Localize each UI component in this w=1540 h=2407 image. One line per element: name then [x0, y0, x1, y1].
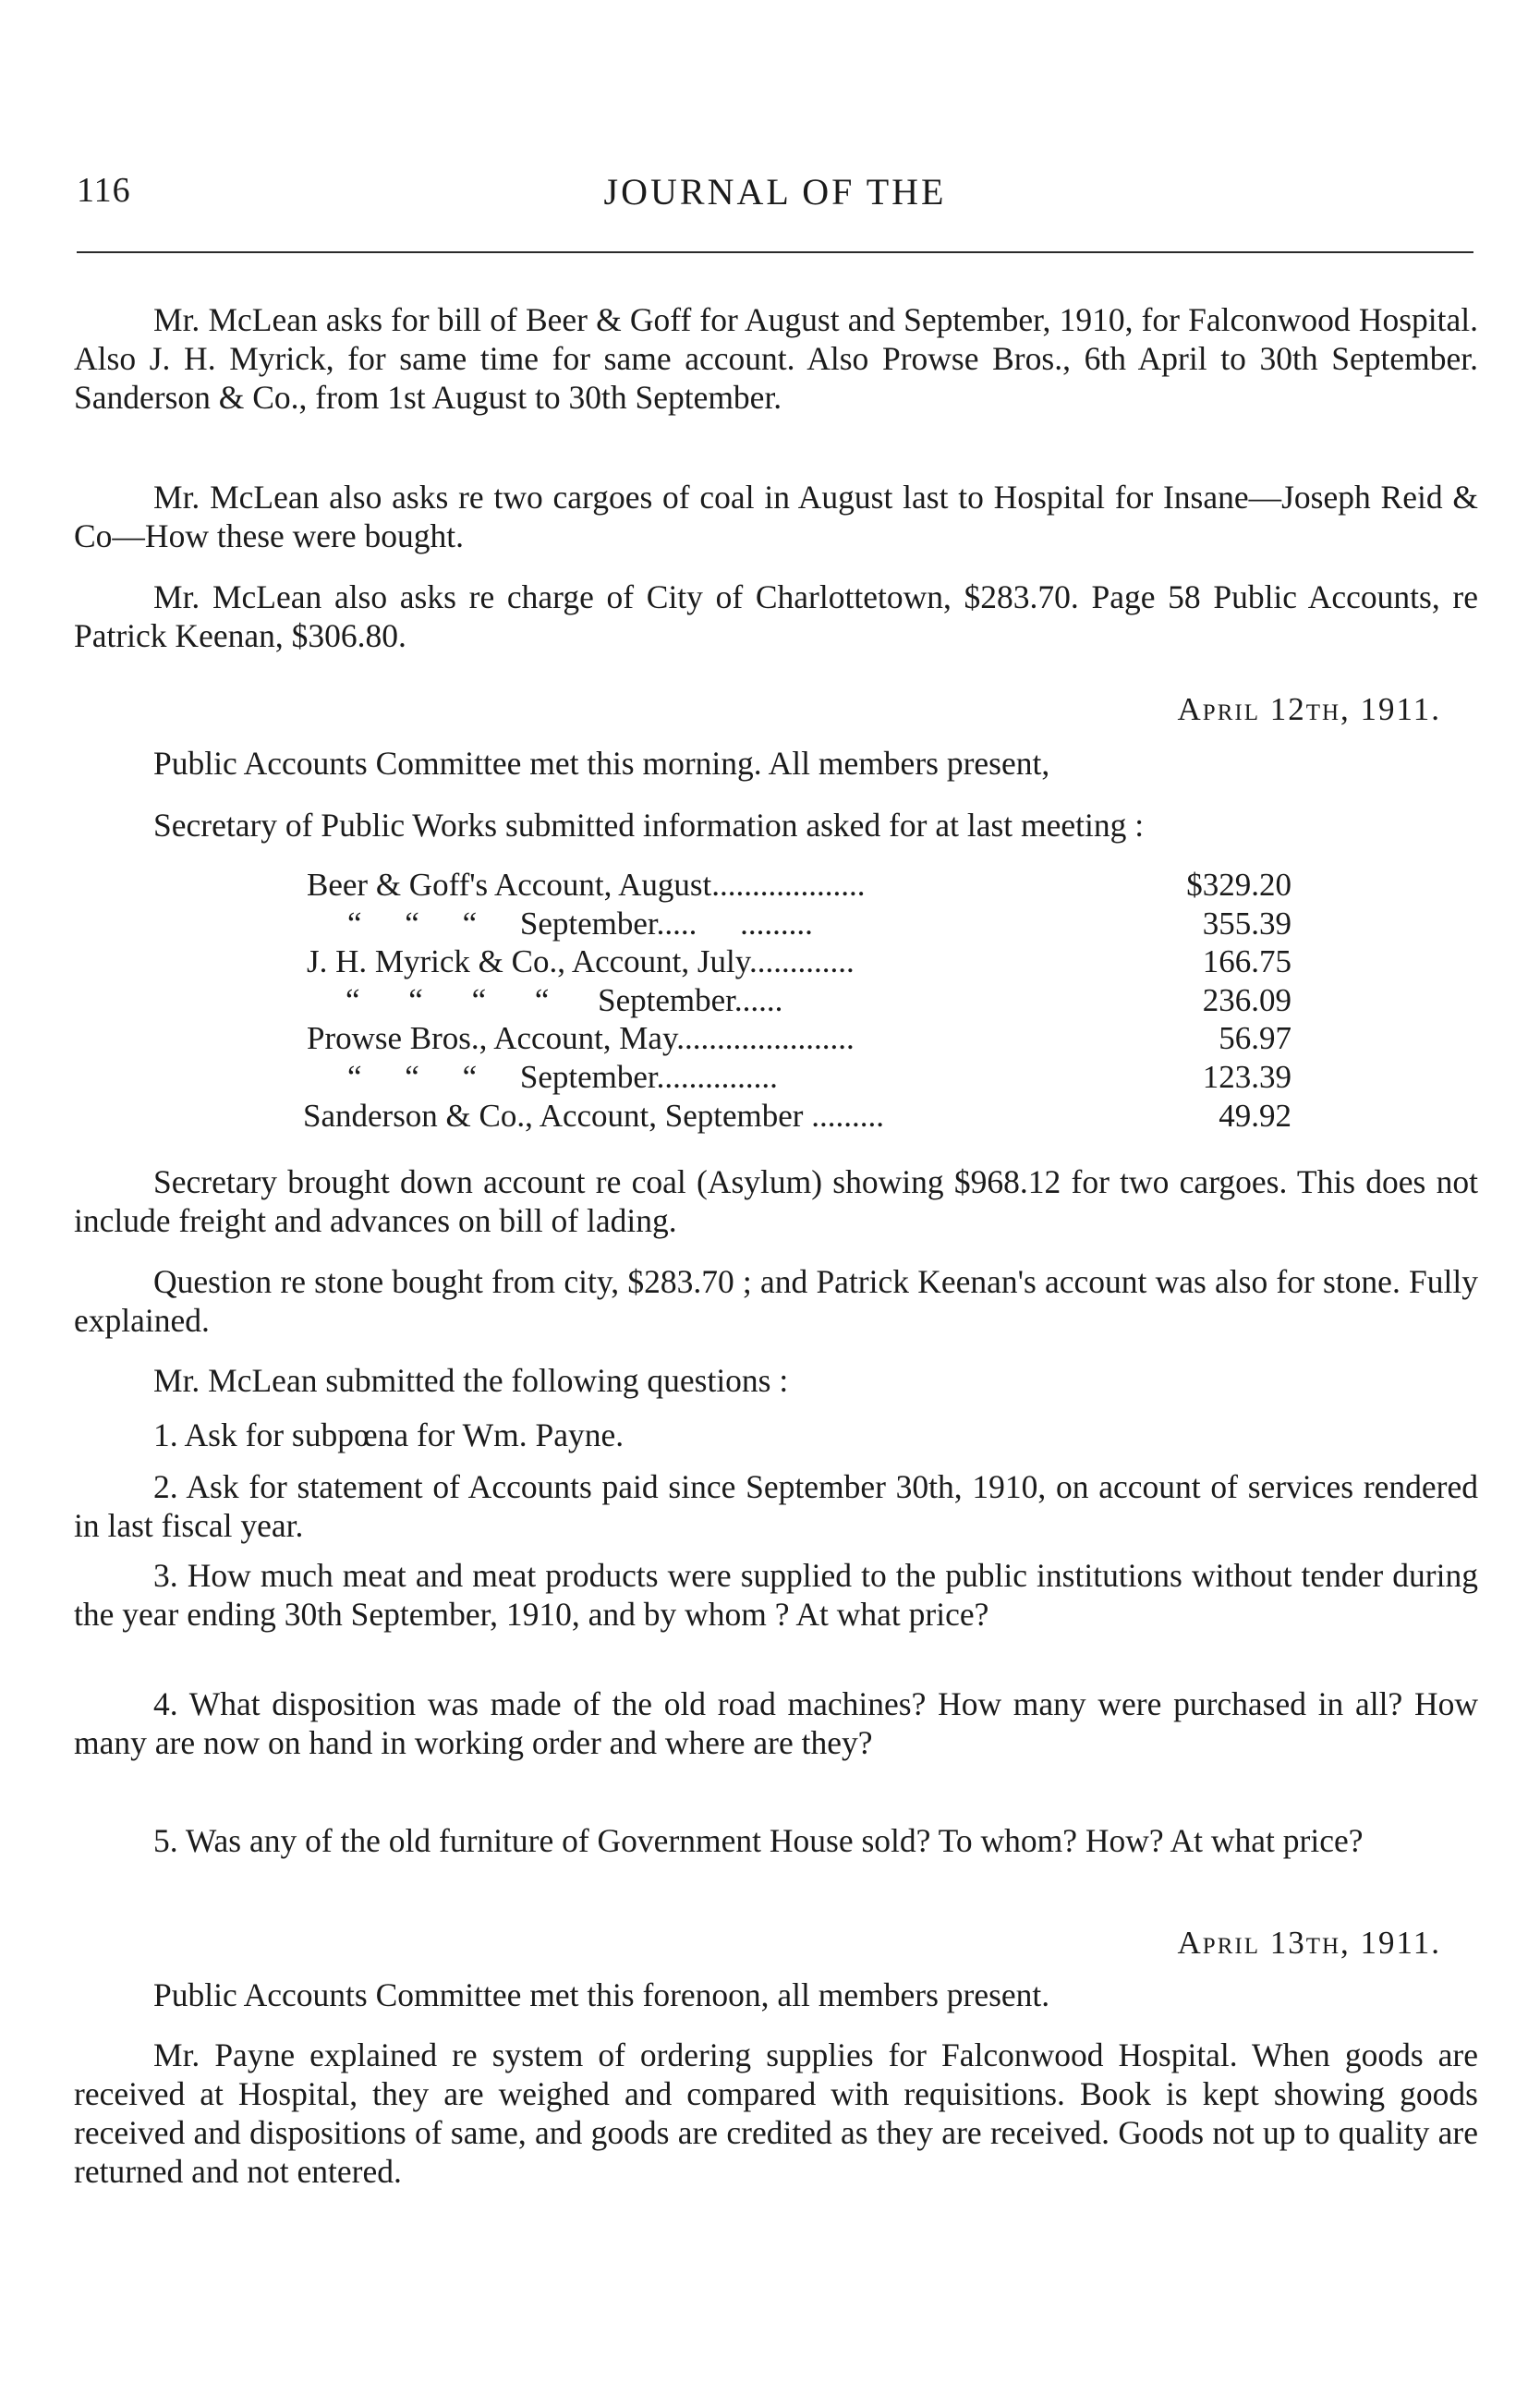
account-row: J. H. Myrick & Co., Account, July............. 166.75	[307, 943, 1291, 980]
account-row: Beer & Goff's Account, August................... $329.20	[307, 867, 1291, 903]
header-rule	[77, 251, 1473, 253]
page-number: 116	[77, 171, 131, 210]
paragraph-3: Mr. McLean also asks re charge of City of Charlottetown, $283.70. Page 58 Public Accounts, re Patrick Keenan, $306.80.	[74, 578, 1478, 654]
account-row: Sanderson & Co., Account, September ......... 49.92	[303, 1097, 1291, 1134]
account-row: “ “ “ “ September...... 236.09	[346, 981, 1291, 1018]
paragraph-6: Secretary brought down account re coal (Asylum) showing $968.12 for two cargoes. This does not include freight and advances on bill of lading.	[74, 1163, 1478, 1239]
paragraph-2: Mr. McLean also asks re two cargoes of coal in August last to Hospital for Insane—Joseph Reid & Co—How these were bought.	[74, 479, 1478, 554]
accounts-table	[303, 866, 1291, 1135]
paragraph-9: Public Accounts Committee met this forenoon, all members present.	[153, 1976, 1050, 2013]
meeting-date-april-12: April 12th, 1911.	[1177, 691, 1441, 727]
paragraph-7: Question re stone bought from city, $283.70 ; and Patrick Keenan's account was also for stone. Fully explained.	[74, 1263, 1478, 1339]
account-row: “ “ “ September............... 123.39	[347, 1058, 1291, 1095]
paragraph-10: Mr. Payne explained re system of ordering supplies for Falconwood Hospital. When goods are received at Hospital, they are weighed and compared with requisitions. Book is kept showing goods received and dispositions of same, and goods are credited as they are received. Goods not up to quality are returned and not entered.	[74, 2036, 1478, 2190]
question-1: 1. Ask for subpœna for Wm. Payne.	[153, 1416, 624, 1453]
paragraph-4: Public Accounts Committee met this morning. All members present,	[153, 745, 1050, 782]
question-3: 3. How much meat and meat products were supplied to the public institutions without tender during the year ending 30th September, 1910, and by whom ? At what price?	[74, 1557, 1478, 1633]
running-title: JOURNAL OF THE	[603, 171, 947, 213]
question-2: 2. Ask for statement of Accounts paid since September 30th, 1910, on account of services rendered in last fiscal year.	[74, 1468, 1478, 1544]
account-row: Prowse Bros., Account, May...................... 56.97	[307, 1020, 1291, 1057]
paragraph-5: Secretary of Public Works submitted information asked for at last meeting :	[153, 807, 1145, 844]
meeting-date-april-13: April 13th, 1911.	[1177, 1925, 1441, 1961]
paragraph-8: Mr. McLean submitted the following questions :	[153, 1362, 789, 1399]
question-4: 4. What disposition was made of the old road machines? How many were purchased in all? How many are now on hand in working order and where are they?	[74, 1685, 1478, 1761]
question-5: 5. Was any of the old furniture of Government House sold? To whom? How? At what price?	[153, 1822, 1364, 1859]
account-row: “ “ “ September..... ......... 355.39	[347, 905, 1291, 942]
paragraph-1: Mr. McLean asks for bill of Beer & Goff for August and September, 1910, for Falconwood Hospital. Also J. H. Myrick, for same time for same account. Also Prowse Bros., 6th April to 30th September. Sanderson & Co., from 1st August to 30th September.	[74, 301, 1478, 416]
page-header	[77, 170, 1473, 225]
